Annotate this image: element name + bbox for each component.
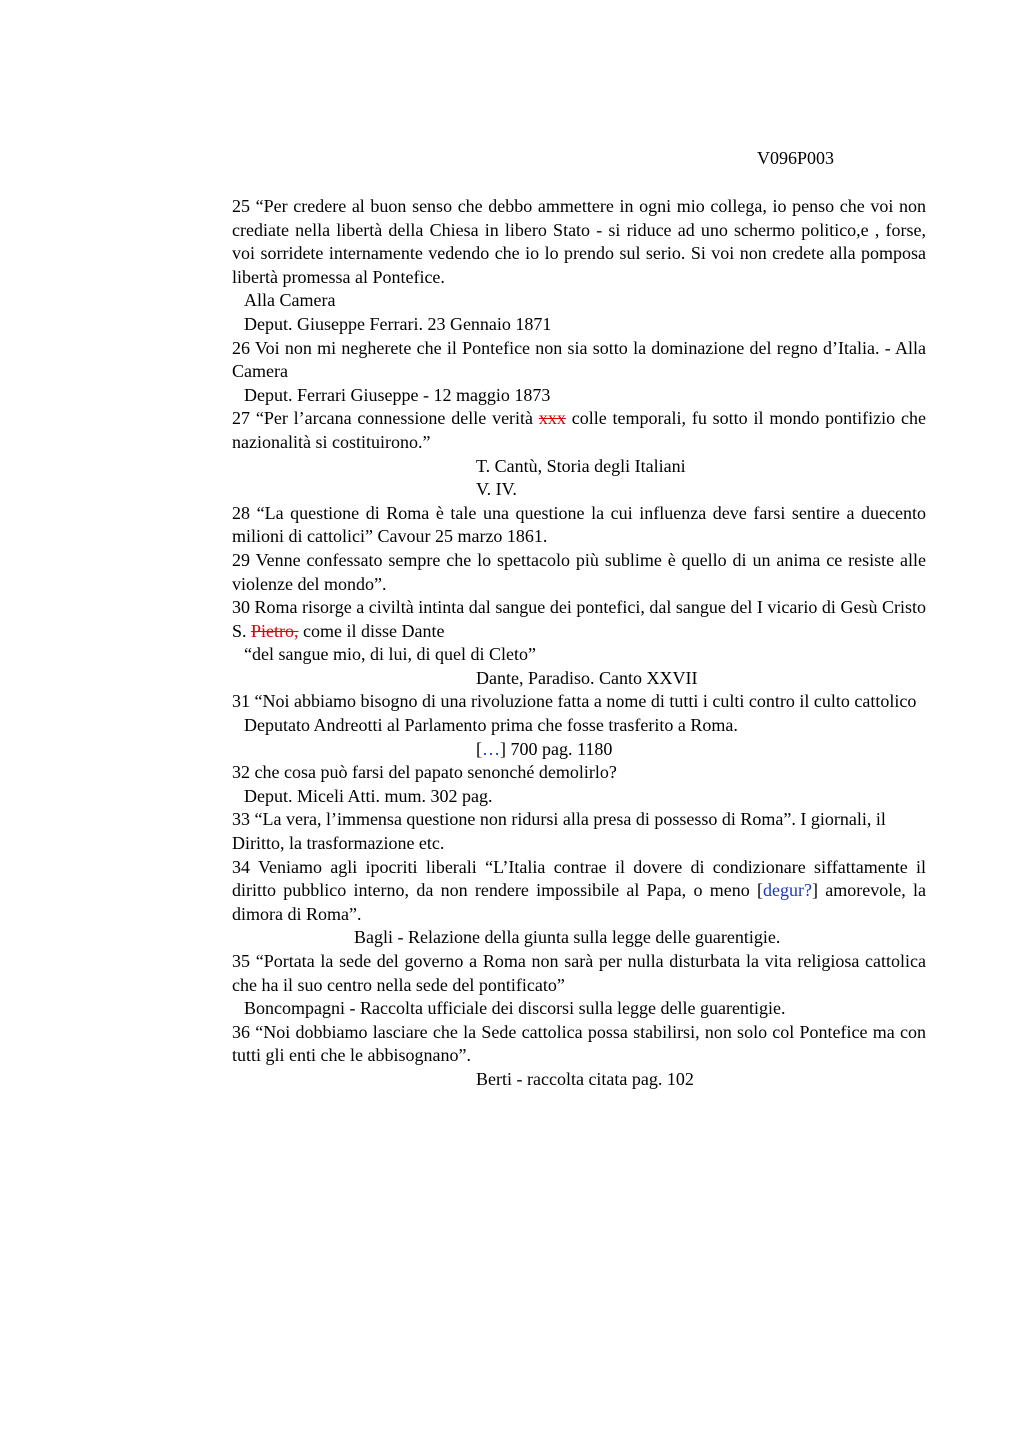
entry-27-text-start: 27 “Per l’arcana connessione delle verità	[232, 408, 539, 429]
entry-34-text-start: 34 Veniamo agli ipocriti liberali “L’Italia contrae il dovere di condizionare siffattamente il diritto pubblico interno, da non rendere impossibile al Papa, o meno [	[232, 856, 926, 901]
entry-32-text: 32 che cosa può farsi del papato senonché demolirlo?	[232, 762, 617, 783]
entry-27-volume: V. IV.	[476, 479, 517, 500]
entry-25-text: 25 “Per credere al buon senso che debbo ammettere in ogni mio collega, io penso che voi non crediate nella libertà della Chiesa in libero Stato - si riduce ad uno schermo politico,e , forse, voi sorridete internamente vedendo che io lo prendo sul serio. Si voi non credete alla pomposa libertà promessa al Pontefice.	[232, 196, 926, 287]
entry-25-source: Alla Camera	[244, 290, 336, 311]
entry-31-reference-rest: ] 700 pag. 1180	[500, 738, 613, 759]
entry-27-text	[232, 407, 926, 454]
entry-31-text: 31 “Noi abbiamo bisogno di una rivoluzione fatta a nome di tutti i culti contro il culto cattolico	[232, 691, 917, 712]
entry-30-text	[232, 596, 926, 643]
entry-34-text	[232, 856, 926, 927]
entry-30-source: Dante, Paradiso. Canto XXVII	[476, 667, 698, 688]
entry-30-quote: “del sangue mio, di lui, di quel di Cleto”	[244, 644, 536, 665]
entry-27-deletion: xxx	[538, 408, 566, 429]
entry-34-insertion: degur?	[763, 880, 812, 901]
entry-36-source: Berti - raccolta citata pag. 102	[476, 1068, 694, 1089]
entry-34-source: Bagli - Relazione della giunta sulla legge delle guarentigie.	[354, 927, 781, 948]
entry-33-text: 33 “La vera, l’immensa questione non ridursi alla presa di possesso di Roma”. I giornali, il Diritto, la trasformazione etc.	[232, 809, 886, 854]
entry-27-source: T. Cantù, Storia degli Italiani	[476, 455, 686, 476]
entry-31-bracket-open: [	[476, 738, 482, 759]
entry-25-author: Deput. Giuseppe Ferrari. 23 Gennaio 1871	[244, 313, 552, 334]
document-body	[232, 195, 926, 1092]
entry-29-text: 29 Venne confessato sempre che lo spettacolo più sublime è quello di un anima ce resiste alle violenze del mondo”.	[232, 549, 926, 594]
entry-28-text: 28 “La questione di Roma è tale una questione la cui influenza deve farsi sentire a duecento milioni di cattolici” Cavour 25 marzo 1861.	[232, 502, 926, 547]
entry-26-text: 26 Voi non mi negherete che il Pontefice non sia sotto la dominazione del regno d’Italia. - Alla Camera	[232, 337, 926, 382]
entry-34-text-end: ] amorevole, la dimora di Roma”.	[232, 880, 926, 924]
entry-30-deletion: Pietro,	[251, 620, 299, 641]
entry-30-text-end: come il disse Dante	[298, 620, 445, 641]
page-identifier: V096P003	[757, 148, 835, 168]
entry-26-author: Deput. Ferrari Giuseppe - 12 maggio 1873	[244, 384, 551, 405]
entry-36-text: 36 “Noi dobbiamo lasciare che la Sede cattolica possa stabilirsi, non solo col Pontefice ma con tutti gli enti che le abbisognano”.	[232, 1021, 926, 1066]
entry-30-text-start: 30 Roma risorge a civiltà intinta dal sangue dei pontefici, dal sangue del I vicario di Gesù Cristo S.	[232, 597, 926, 641]
entry-31-reference	[232, 738, 926, 762]
entry-31-author: Deputato Andreotti al Parlamento prima che fosse trasferito a Roma.	[244, 715, 738, 736]
entry-35-source: Boncompagni - Raccolta ufficiale dei discorsi sulla legge delle guarentigie.	[244, 998, 786, 1019]
entry-31-insertion: …	[482, 738, 500, 759]
entry-27-text-end: colle temporali, fu sotto il mondo pontifizio che nazionalità si costituirono.”	[232, 408, 926, 452]
entry-32-author: Deput. Miceli Atti. mum. 302 pag.	[244, 785, 493, 806]
entry-35-text: 35 “Portata la sede del governo a Roma non sarà per nulla disturbata la vita religiosa cattolica che ha il suo centro nella sede del pontificato”	[232, 951, 926, 995]
